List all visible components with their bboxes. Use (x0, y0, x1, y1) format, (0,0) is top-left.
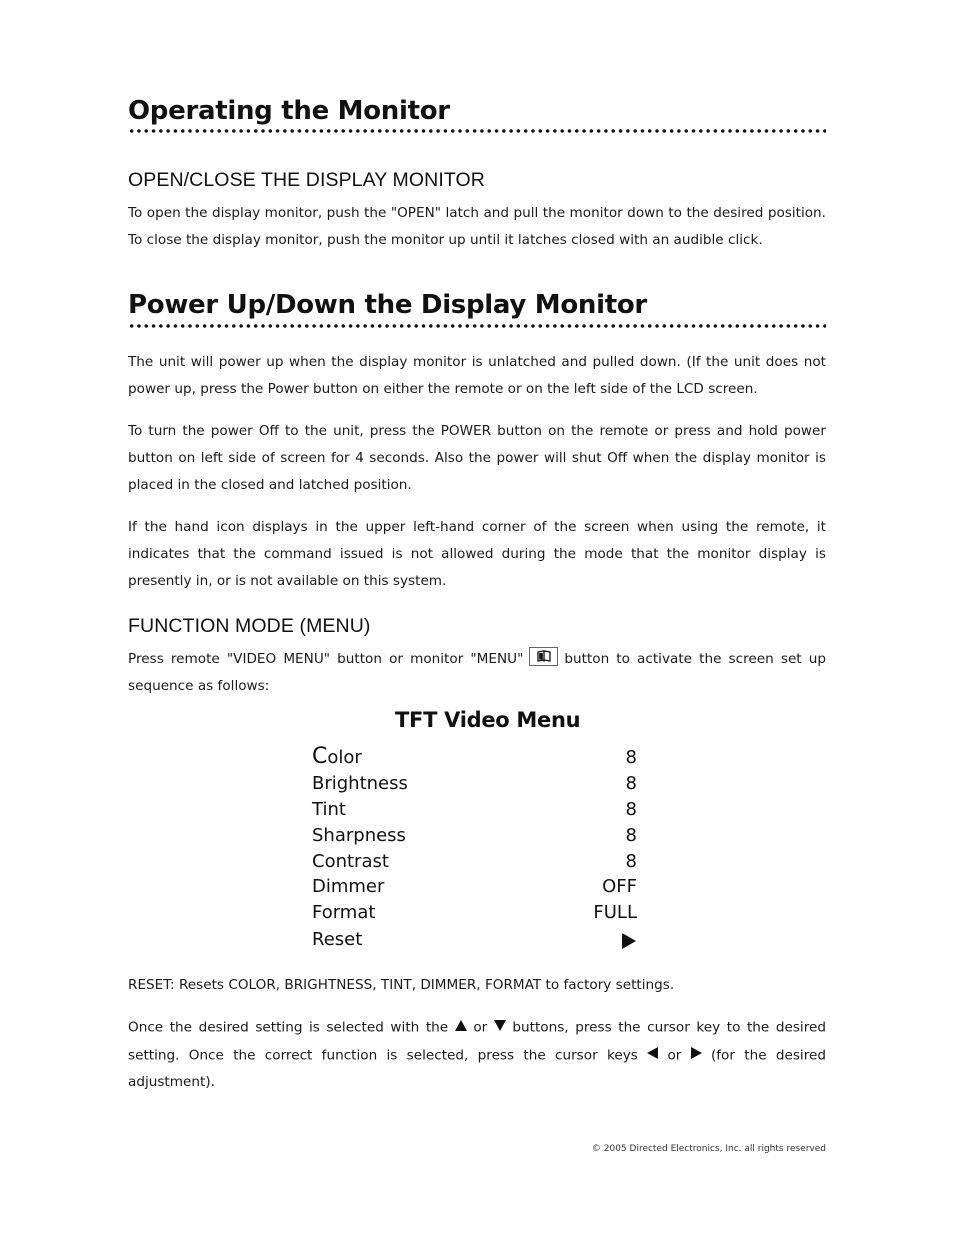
power-up-paragraph: The unit will power up when the display monitor is unlatched and pulled down. (If the unit does not power up, press the Power button on either the remote or on the left side of the LCD screen. (128, 354, 826, 397)
right-triangle-icon (621, 933, 637, 954)
menu-item-label: Tint (312, 799, 346, 820)
menu-item-label: Sharpness (312, 825, 406, 846)
down-triangle-icon (494, 1014, 506, 1041)
instructions-paragraph (128, 1014, 826, 1096)
menu-item-color (312, 744, 637, 770)
menu-book-icon (529, 647, 558, 666)
menu-item-value: 8 (625, 747, 637, 768)
menu-item-sharpness (312, 825, 637, 851)
menu-item-reset (312, 929, 637, 955)
menu-title: TFT Video Menu (395, 708, 581, 732)
copyright-footer: © 2005 Directed Electronics, Inc. all rights reserved (591, 1144, 826, 1154)
instructions-text-1: Once the desired setting is selected with the (128, 1019, 449, 1036)
menu-item-contrast (312, 851, 637, 877)
up-triangle-icon (455, 1014, 467, 1041)
menu-item-label: Format (312, 902, 376, 923)
left-triangle-icon (647, 1042, 658, 1069)
instructions-text-4: or (667, 1047, 682, 1063)
menu-item-value: FULL (593, 902, 637, 923)
heading-power-up-down: Power Up/Down the Display Monitor (128, 290, 647, 320)
dotted-divider (128, 324, 826, 328)
dotted-divider (128, 129, 826, 133)
menu-item-label: Reset (312, 929, 363, 950)
menu-item-format (312, 902, 637, 928)
power-off-paragraph: To turn the power Off to the unit, press the POWER button on the remote or press and hold power button on left side of screen for 4 seconds. Also the power will shut Off when the display monitor is placed in the closed and latched position. (128, 423, 826, 493)
menu-item-value: OFF (602, 876, 637, 897)
menu-item-value: 8 (625, 851, 637, 872)
instructions-text-3: buttons, press the cursor key to the desired setting. Once the correct function is selected, press the cursor keys (128, 1019, 826, 1063)
menu-item-value: 8 (625, 799, 637, 820)
instructions-text-5: (for the desired adjustment). (128, 1047, 826, 1090)
menu-item-label: Contrast (312, 851, 389, 872)
heading-operating-monitor: Operating the Monitor (128, 96, 450, 126)
menu-item-brightness (312, 773, 637, 799)
menu-item-color-rest: olor (327, 747, 362, 768)
menu-item-dimmer (312, 876, 637, 902)
function-mode-paragraph (128, 646, 826, 700)
reset-note: RESET: Resets COLOR, BRIGHTNESS, TINT, DIMMER, FORMAT to factory settings. (128, 977, 675, 993)
menu-item-label: Dimmer (312, 876, 385, 897)
subheading-function-mode: FUNCTION MODE (MENU) (128, 615, 371, 637)
menu-item-color-initial: C (312, 744, 328, 769)
function-mode-text-2: button to activate the screen set up sequence as follows: (128, 651, 826, 694)
function-mode-text-1: Press remote "VIDEO MENU" button or monitor "MENU" (128, 651, 524, 667)
right-triangle-icon (691, 1042, 702, 1069)
menu-item-value: 8 (625, 825, 637, 846)
instructions-text-2: or (473, 1019, 488, 1036)
menu-item-label (312, 744, 362, 769)
hand-icon-paragraph: If the hand icon displays in the upper left-hand corner of the screen when using the remote, it indicates that the command issued is not allowed during the mode that the monitor display is presently in, or is not available on this system. (128, 519, 826, 589)
subheading-open-close: OPEN/CLOSE THE DISPLAY MONITOR (128, 169, 485, 191)
menu-item-tint (312, 799, 637, 825)
menu-item-label: Brightness (312, 773, 408, 794)
menu-item-value: 8 (625, 773, 637, 794)
open-close-paragraph: To open the display monitor, push the "OPEN" latch and pull the monitor down to the desired position. To close the display monitor, push the monitor up until it latches closed with an audible click. (128, 205, 826, 248)
